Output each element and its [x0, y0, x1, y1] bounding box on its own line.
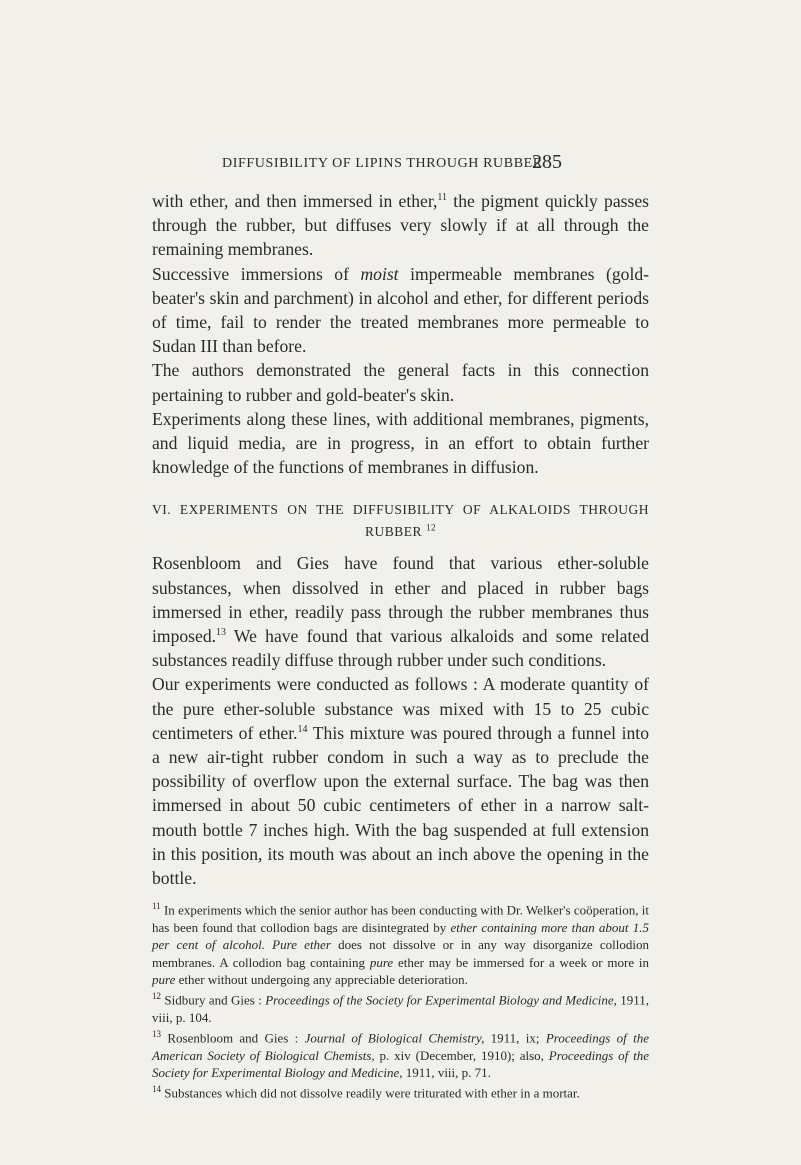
paragraph	[152, 672, 649, 890]
footnote-14	[152, 1081, 649, 1102]
text-run: Rosenbloom and Gies :	[161, 1030, 305, 1046]
emphasis: moist	[360, 263, 399, 284]
footnote-number: 13	[152, 1029, 161, 1040]
footnote-ref: 11	[437, 192, 448, 204]
emphasis: Proceedings of the American Society of Biological Chemists,	[152, 1030, 650, 1063]
text-run: ether without undergoing any appreciable deterioration.	[175, 971, 468, 987]
emphasis: ether containing more than about 1.5 per cent of alcohol. Pure ether	[152, 919, 649, 953]
text-run: Substances which did not dissolve readily were triturated with ether in a mortar.	[161, 1085, 580, 1101]
paragraph: Experiments along these lines, with additional membranes, pigments, and liquid media, are in progress, in an effort to obtain further knowledge of the functions of membranes in diffusion.	[152, 408, 649, 478]
paragraph	[152, 262, 649, 359]
text-run: We have found that various alkaloids and some related substances readily diffuse through rubber under such conditions.	[152, 626, 649, 671]
text-run: Sidbury and Gies :	[161, 992, 266, 1008]
body-text	[152, 189, 649, 1102]
footnotes	[152, 898, 649, 1102]
section-heading-text: VI. EXPERIMENTS ON THE DIFFUSIBILITY OF ALKALOIDS THROUGH RUBBER	[152, 502, 649, 540]
running-header: DIFFUSIBILITY OF LIPINS THROUGH RUBBER	[222, 156, 543, 171]
text-run: does not dissolve or in any way disorganize collodion membranes. A collodion bag containing	[152, 937, 649, 970]
footnote-number: 14	[152, 1084, 161, 1095]
footnote-13	[152, 1026, 649, 1081]
text-run: Our experiments were conducted as follows : A moderate quantity of the pure ether-soluble substance was mixed with 15 to 25 cubic centimeters of ether.	[152, 674, 649, 743]
footnote-number: 11	[152, 901, 161, 912]
footnote-number: 12	[152, 991, 161, 1002]
text-run: with ether, and then immersed in ether,	[152, 191, 438, 211]
text-run: 1911, ix;	[484, 1030, 546, 1046]
text-run: the pigment quickly passes through the rubber, but diffuses very slowly if at all through the remaining membranes.	[152, 191, 650, 260]
page-number: 285	[532, 151, 562, 173]
footnote-12	[152, 988, 649, 1026]
emphasis: Proceedings of the Society for Experimental Biology and Medicine,	[152, 1047, 649, 1080]
text-run: Successive immersions of	[152, 263, 361, 284]
footnote-ref: 13	[216, 627, 227, 639]
emphasis: Journal of Biological Chemistry,	[304, 1030, 485, 1046]
emphasis: pure	[369, 954, 394, 970]
text-run: 1911, viii, p. 104.	[152, 992, 649, 1025]
section-heading	[152, 499, 649, 543]
text-run: ether may be immersed for a week or more in	[393, 954, 649, 970]
text-run: Rosenbloom and Gies have found that various ether-soluble substances, when dissolved in ether and placed in rubber bags immersed in ether, readily pass through the rubber membranes thus imposed.	[152, 553, 649, 647]
footnote-ref: 14	[297, 724, 308, 735]
text-run: In experiments which the senior author has been conducting with Dr. Welker's coöperation, it has been found that collodion bags are disintegrated by	[152, 902, 649, 935]
paragraph	[152, 189, 649, 262]
emphasis: pure	[152, 971, 176, 987]
paragraph	[152, 551, 649, 672]
text-run: This mixture was poured through a funnel into a new air-tight rubber condom in such a way as to preclude the possibility of overflow upon the external surface. The bag was then immersed in about 50 cubic centimeters of ether in a narrow salt-mouth bottle 7 inches high. With the bag suspended at full extension in this position, its mouth was about an inch above the opening in the bottle.	[152, 722, 649, 889]
text-run: 1911, viii, p. 71.	[402, 1064, 491, 1080]
footnote-11	[152, 898, 649, 988]
text-run: impermeable membranes (gold-beater's skin and parchment) in alcohol and ether, for different periods of time, fail to render the treated membranes more permeable to Sudan III than before.	[152, 263, 649, 357]
text-run: p. xiv (December, 1910); also,	[374, 1047, 549, 1063]
footnote-ref: 12	[425, 522, 436, 533]
paragraph: The authors demonstrated the general facts in this connection pertaining to rubber and gold-beater's skin.	[152, 360, 649, 405]
emphasis: Proceedings of the Society for Experimental Biology and Medicine,	[265, 992, 617, 1008]
